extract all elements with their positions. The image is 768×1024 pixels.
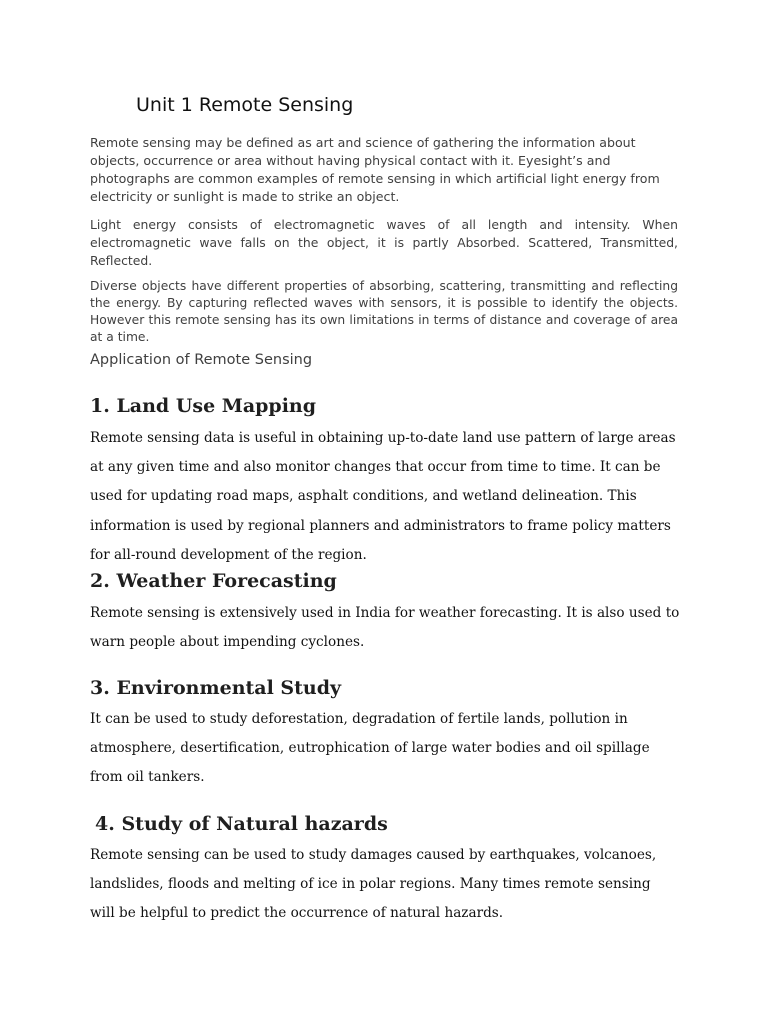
section-body-environment	[90, 705, 690, 793]
body-line: It can be used to study deforestation, degradation of fertile lands, pollution in	[90, 711, 628, 727]
body-line: will be helpful to predict the occurrence of natural hazards.	[90, 905, 504, 922]
body-line: Remote sensing is extensively used in India for weather forecasting. It is also used to	[90, 605, 680, 621]
body-line: Remote sensing data is useful in obtaining up-to-date land use pattern of large areas	[90, 430, 676, 446]
intro-paragraph-3: Diverse objects have different properties of absorbing, scattering, transmitting and reflecting the energy. By capturing reflected waves with sensors, it is possible to identify the objects. However this remote sensing has its own limitations in terms of distance and coverage of area at a time.	[90, 279, 678, 344]
body-line: information is used by regional planners and administrators to frame policy matters	[90, 517, 671, 534]
section-body-weather	[90, 599, 690, 657]
body-line: for all-round development of the region.	[90, 546, 367, 563]
body-line: atmosphere, desertification, eutrophication of large water bodies and oil spillage	[90, 740, 650, 757]
section-body-hazards	[90, 841, 690, 929]
section-body-land-use	[90, 424, 690, 570]
section-heading-hazards: 4. Study of Natural hazards	[95, 813, 388, 835]
applications-heading: Application of Remote Sensing	[90, 352, 313, 368]
body-line: from oil tankers.	[90, 769, 205, 786]
body-line: at any given time and also monitor changes that occur from time to time. It can be	[90, 459, 661, 476]
intro-paragraph-1: Remote sensing may be defined as art and science of gathering the information about objects, occurrence or area without having physical contact with it. Eyesight’s and photographs are common examples of remote sensing in which artificial light energy from electricity or sunlight is made to strike an object.	[90, 135, 660, 204]
body-line: warn people about impending cyclones.	[90, 634, 365, 651]
intro-paragraph-2: Light energy consists of electromagnetic waves of all length and intensity. When electromagnetic wave falls on the object, it is partly Absorbed. Scattered, Transmitted, Reflected.	[90, 217, 678, 268]
page-title: Unit 1 Remote Sensing	[136, 94, 354, 116]
section-heading-land-use: 1. Land Use Mapping	[90, 395, 317, 417]
body-line: used for updating road maps, asphalt conditions, and wetland delineation. This	[90, 488, 637, 505]
section-heading-weather: 2. Weather Forecasting	[90, 570, 337, 592]
body-line: Remote sensing can be used to study damages caused by earthquakes, volcanoes,	[90, 847, 657, 863]
body-line: landslides, floods and melting of ice in polar regions. Many times remote sensing	[90, 876, 651, 893]
section-heading-environment: 3. Environmental Study	[90, 677, 342, 699]
